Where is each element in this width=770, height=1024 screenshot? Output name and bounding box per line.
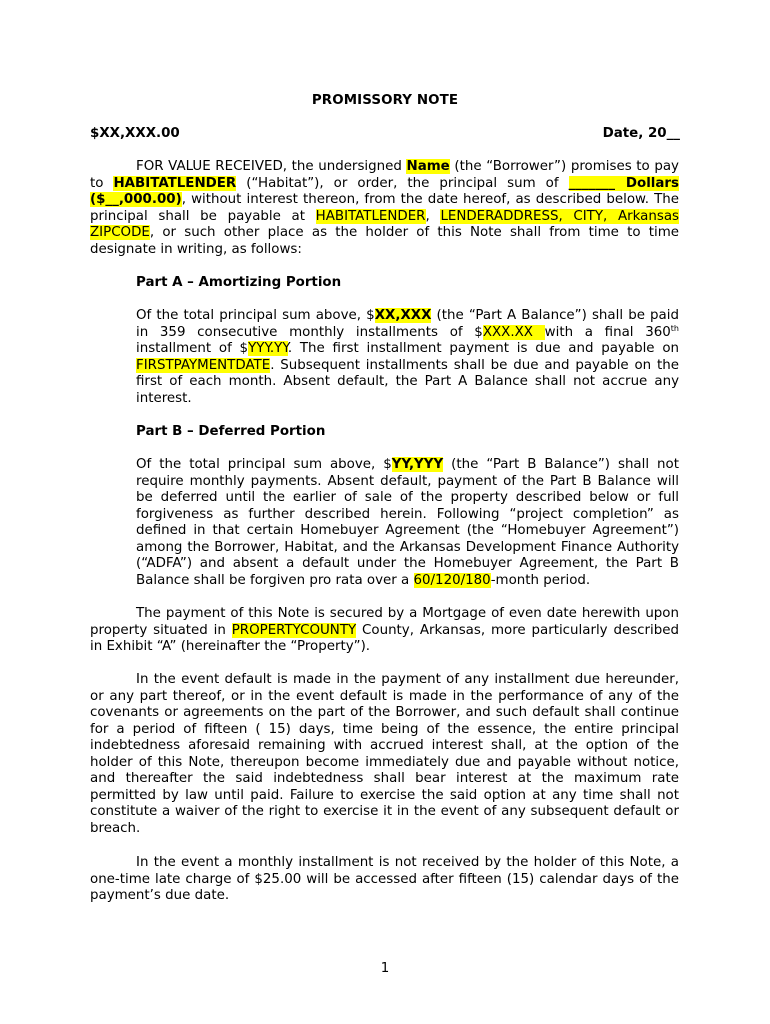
- final-installment-field: YYY.YY: [248, 341, 288, 356]
- principal-words-blank: _______: [568, 175, 616, 191]
- superscript: th: [670, 323, 679, 333]
- part-b-balance-field: YY,YYY: [391, 457, 444, 472]
- text-span: County, Arkansas, more particularly described in Exhibit “A” (hereinafter the “Property”).: [90, 622, 679, 654]
- text-span: FOR VALUE RECEIVED, the undersigned: [136, 159, 407, 174]
- text-span: (“Habitat”), or order, the principal sum of: [236, 175, 569, 191]
- text-span: The payment of this Note is secured by a Mortgage of even date herewith upon property situated in: [90, 606, 679, 638]
- lender-name-field: HABITATLENDER: [113, 175, 237, 191]
- text-span: . Subsequent installments shall be due and payable on the first of each month. Absent default, the Part A Balance shall not accrue any interest.: [136, 357, 679, 406]
- text-span: ,: [425, 208, 441, 224]
- text-span: -month period.: [490, 572, 591, 588]
- security-paragraph: [90, 606, 679, 656]
- page-number: 1: [380, 961, 390, 976]
- dollars-label: Dollars: [615, 175, 679, 191]
- part-a-balance-field: XX,XXX: [374, 308, 432, 323]
- text-span: Of the total principal sum above, $: [136, 457, 392, 472]
- text-span: . The first installment payment is due and payable on: [287, 341, 679, 356]
- note-amount: $XX,XXX.00: [90, 126, 180, 141]
- text-span: , without interest thereon, from the date hereof, as described below. The principal shall be payable at: [90, 192, 679, 224]
- part-b-heading: Part B – Deferred Portion: [136, 424, 326, 439]
- part-a-heading: Part A – Amortizing Portion: [136, 275, 342, 290]
- borrower-name-field: Name: [406, 159, 450, 174]
- first-payment-date-field: FIRSTPAYMENTDATE: [136, 357, 271, 373]
- default-paragraph: In the event default is made in the payment of any installment due hereunder, or any part thereof, or in the event default is made in the performance of any of the covenants or agreements on the part of the Borrower, and such default shall continue for a period of fifteen ( 15) days, time being of the essence, the entire principal indebtedness aforesaid remaining with accrued interest shall, at the option of the holder of this Note, thereupon become immediately due and payable without notice, and thereafter the said indebtedness shall bear interest at the maximum rate permitted by law until paid. Failure to exercise the said option at any time shall not constitute a waiver of the right to exercise it in the event of any subsequent default or breach.: [90, 672, 679, 836]
- opening-paragraph: [90, 159, 679, 258]
- document-title: PROMISSORY NOTE: [311, 93, 459, 108]
- text-span: (the “Borrower”) promises to pay to: [90, 159, 679, 191]
- lender-name-field-2: HABITATLENDER: [315, 208, 426, 224]
- text-span: (the “Part A Balance”) shall be paid in 359 consecutive monthly installments of $: [136, 308, 679, 340]
- lender-address-field: LENDERADDRESS, CITY, Arkansas ZIPCODE: [90, 208, 679, 240]
- text-span: (the “Part B Balance”) shall not require monthly payments. Absent default, payment of the Part B Balance will be deferred until the earlier of sale of the property described below or full forgiveness as further described herein. Following “project completion” as defined in that certain Homebuyer Agreement (the “Homebuyer Agreement”) among the Borrower, Habitat, and the Arkansas Development Finance Authority (“ADFA”) and absent a default under the Homebuyer Agreement, the Part B Balance shall be forgiven pro rata over a: [136, 457, 679, 588]
- part-b-paragraph: [136, 457, 679, 589]
- text-span: installment of $: [136, 341, 249, 356]
- part-a-paragraph: [136, 308, 679, 407]
- late-charge-paragraph: In the event a monthly installment is not received by the holder of this Note, a one-time late charge of $25.00 will be accessed after fifteen (15) calendar days of the payment’s due date.: [90, 855, 679, 903]
- forgiveness-period-field: 60/120/180: [413, 572, 491, 588]
- property-county-field: PROPERTYCOUNTY: [231, 622, 357, 638]
- text-span: with a final 360: [544, 324, 671, 340]
- principal-sum-field: ($__,000.00): [90, 192, 182, 207]
- text-span: , or such other place as the holder of this Note shall from time to time designate in writing, as follows:: [90, 225, 679, 257]
- installment-amount-field: XXX.XX: [482, 324, 545, 340]
- text-span: Of the total principal sum above, $: [136, 308, 375, 323]
- note-date: Date, 20__: [602, 126, 680, 141]
